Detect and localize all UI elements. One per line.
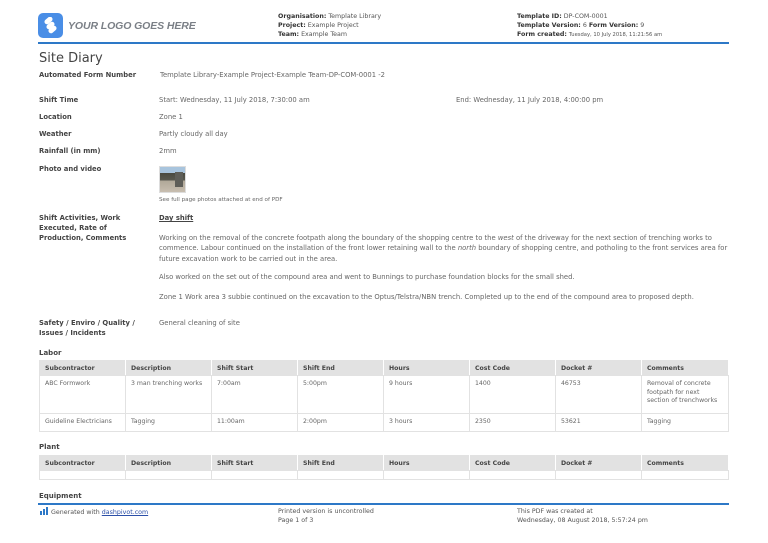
table-cell: 7:00am (212, 376, 298, 414)
plant-header-row (40, 456, 729, 471)
dashpivot-link[interactable]: dashpivot.com (101, 509, 149, 516)
plant-section-title: Plant (39, 443, 60, 451)
shift-time-label: Shift Time (39, 96, 79, 104)
organisation-label: Organisation: (278, 13, 327, 20)
template-id-value: DP-COM-0001 (563, 13, 608, 20)
footer-page-info (278, 507, 374, 525)
form-version-value: 9 (640, 22, 645, 29)
column-header: Cost Code (470, 456, 556, 471)
page-number: Page 1 of 3 (278, 517, 314, 524)
project-value: Example Project (307, 22, 359, 29)
column-header: Shift End (298, 361, 384, 376)
form-created-value: Tuesday, 10 July 2018, 11:21:56 am (568, 32, 663, 38)
table-cell: 11:00am (212, 414, 298, 432)
shift-activities-label: Shift Activities, Work Executed, Rate of Production, Comments (39, 214, 127, 242)
table-cell (384, 471, 470, 480)
template-version-value: 6 (582, 22, 587, 29)
form-version-label: Form Version: (588, 22, 639, 29)
activities-paragraph-3: Zone 1 Work area 3 subbie continued on the excavation to the Optus/Telstra/NBN trench. Completed up to the end of the compound area to proposed depth. (159, 292, 694, 301)
labor-table (39, 360, 729, 432)
column-header: Cost Code (470, 361, 556, 376)
pdf-created-label: This PDF was created at (517, 508, 593, 515)
photo-caption: See full page photos attached at end of PDF (159, 197, 283, 203)
table-row-empty (40, 471, 729, 480)
column-header: Description (126, 456, 212, 471)
table-cell: Tagging (126, 414, 212, 432)
table-cell: 46753 (556, 376, 642, 414)
table-row (40, 376, 729, 414)
footer-divider (38, 503, 729, 505)
template-info (517, 12, 662, 40)
table-cell (126, 471, 212, 480)
column-header: Comments (642, 456, 729, 471)
column-header: Comments (642, 361, 729, 376)
activities-paragraph-1: Working on the removal of the concrete footpath along the boundary of the shopping centre to the west of the driveway for the next section of trenching works to commence. Labour continued on the installation of the front lower retaining wall to the north boundary of shopping centre, and potholing to the front services area for future excavation work to be carried out in the area. (159, 233, 728, 263)
column-header: Hours (384, 456, 470, 471)
company-logo (38, 13, 196, 38)
column-header: Hours (384, 361, 470, 376)
table-row (40, 414, 729, 432)
footer-generated (40, 507, 148, 517)
column-header: Shift Start (212, 361, 298, 376)
table-cell (642, 471, 729, 480)
organisation-value: Template Library (328, 13, 382, 20)
labor-header-row (40, 361, 729, 376)
photo-label: Photo and video (39, 165, 102, 173)
table-cell: 2350 (470, 414, 556, 432)
column-header: Subcontractor (40, 456, 126, 471)
shift-end-value: End: Wednesday, 11 July 2018, 4:00:00 pm (456, 96, 604, 104)
table-cell: Tagging (642, 414, 729, 432)
plant-table (39, 455, 729, 480)
shift-activities-content (159, 213, 729, 302)
site-photo-thumbnail[interactable] (159, 166, 186, 193)
table-cell (470, 471, 556, 480)
team-label: Team: (278, 31, 300, 38)
column-header: Docket # (556, 456, 642, 471)
uncontrolled-notice: Printed version is uncontrolled (278, 508, 374, 515)
day-shift-heading: Day shift (159, 214, 194, 222)
column-header: Description (126, 361, 212, 376)
table-cell: 3 hours (384, 414, 470, 432)
pdf-created-value: Wednesday, 08 August 2018, 5:57:24 pm (517, 517, 648, 524)
document-header (38, 10, 728, 43)
labor-section-title: Labor (39, 349, 62, 357)
column-header: Docket # (556, 361, 642, 376)
page-title: Site Diary (39, 51, 103, 66)
table-cell: Removal of concrete footpath for next section of trenchworks (642, 376, 729, 414)
rainfall-label: Rainfall (in mm) (39, 147, 101, 155)
table-cell: 5:00pm (298, 376, 384, 414)
template-id-label: Template ID: (517, 13, 562, 20)
table-cell: 9 hours (384, 376, 470, 414)
rainfall-value: 2mm (159, 147, 177, 155)
generated-prefix: Generated with (51, 509, 102, 516)
safety-label: Safety / Enviro / Quality / Issues / Incidents (39, 319, 135, 337)
table-cell (556, 471, 642, 480)
dashpivot-icon (40, 507, 48, 515)
table-cell: 3 man trenching works (126, 376, 212, 414)
project-label: Project: (278, 22, 306, 29)
logo-text: YOUR LOGO GOES HERE (68, 19, 196, 32)
organisation-info (278, 12, 381, 39)
table-cell (40, 471, 126, 480)
table-cell: 1400 (470, 376, 556, 414)
activities-paragraph-2: Also worked on the set out of the compound area and went to Bunnings to purchase foundation blocks for the small shed. (159, 273, 575, 281)
form-created-label: Form created: (517, 31, 567, 38)
logo-icon (38, 13, 63, 38)
weather-label: Weather (39, 130, 72, 138)
form-number-label: Automated Form Number (39, 71, 137, 79)
column-header: Shift Start (212, 456, 298, 471)
table-cell (212, 471, 298, 480)
location-value: Zone 1 (159, 113, 183, 121)
weather-value: Partly cloudy all day (159, 130, 228, 138)
team-value: Example Team (301, 31, 348, 38)
column-header: Subcontractor (40, 361, 126, 376)
safety-value: General cleaning of site (159, 319, 240, 327)
table-cell: 53621 (556, 414, 642, 432)
shift-start-value: Start: Wednesday, 11 July 2018, 7:30:00 am (159, 96, 310, 104)
column-header: Shift End (298, 456, 384, 471)
header-divider (38, 42, 729, 44)
equipment-section-title: Equipment (39, 492, 82, 500)
table-cell: 2:00pm (298, 414, 384, 432)
table-cell: Guideline Electricians (40, 414, 126, 432)
location-label: Location (39, 113, 72, 121)
footer-pdf-created (517, 507, 648, 525)
form-number-value: Template Library-Example Project-Example Team-DP-COM-0001 -2 (160, 71, 385, 79)
template-version-label: Template Version: (517, 22, 581, 29)
table-cell: ABC Formwork (40, 376, 126, 414)
table-cell (298, 471, 384, 480)
